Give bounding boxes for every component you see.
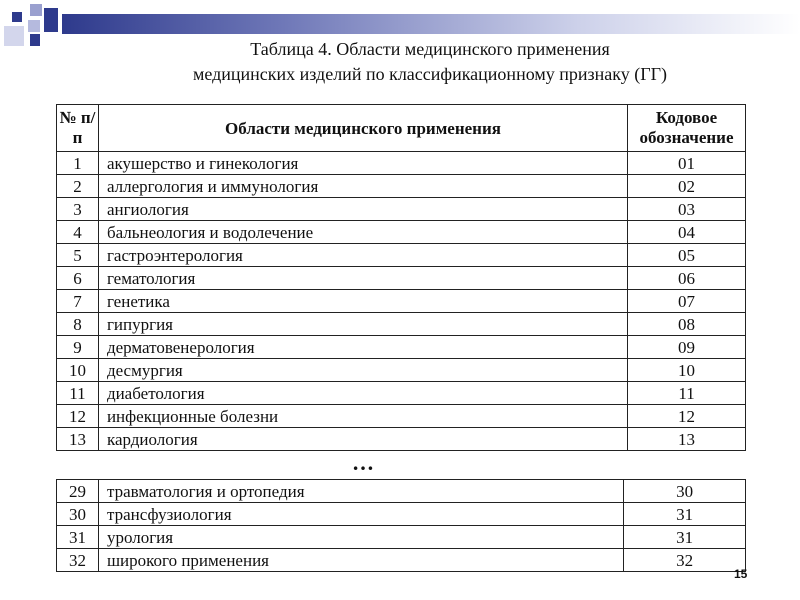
row-num: 2 <box>57 175 99 198</box>
table-row <box>57 526 746 549</box>
row-area: кардиология <box>98 428 627 451</box>
row-code: 10 <box>628 359 746 382</box>
row-area: акушерство и гинекология <box>98 152 627 175</box>
table-row <box>57 405 746 428</box>
row-num: 1 <box>57 152 99 175</box>
row-num: 11 <box>57 382 99 405</box>
row-area: травматология и ортопедия <box>98 480 623 503</box>
row-num: 8 <box>57 313 99 336</box>
row-code: 32 <box>624 549 746 572</box>
table-row <box>57 175 746 198</box>
table-row <box>57 313 746 336</box>
table-row <box>57 267 746 290</box>
row-code: 13 <box>628 428 746 451</box>
row-code: 03 <box>628 198 746 221</box>
table-row <box>57 503 746 526</box>
ellipsis: … <box>352 450 376 475</box>
row-area: гипургия <box>98 313 627 336</box>
classification-table-part1 <box>56 104 746 451</box>
table-row <box>57 244 746 267</box>
table-row <box>57 359 746 382</box>
title-line-1: Таблица 4. Области медицинского применения <box>250 39 610 59</box>
row-area: дерматовенерология <box>98 336 627 359</box>
row-num: 5 <box>57 244 99 267</box>
row-code: 04 <box>628 221 746 244</box>
header-num: № п/п <box>57 105 99 152</box>
table-row <box>57 549 746 572</box>
row-num: 29 <box>57 480 99 503</box>
row-num: 31 <box>57 526 99 549</box>
table-row <box>57 198 746 221</box>
row-area: бальнеология и водолечение <box>98 221 627 244</box>
table-header-row <box>57 105 746 152</box>
row-code: 31 <box>624 526 746 549</box>
row-code: 30 <box>624 480 746 503</box>
corner-square-4 <box>4 26 24 46</box>
row-code: 07 <box>628 290 746 313</box>
corner-square-5 <box>28 20 40 32</box>
table-row <box>57 382 746 405</box>
table-row <box>57 480 746 503</box>
corner-square-6 <box>30 34 40 46</box>
row-code: 06 <box>628 267 746 290</box>
table-row <box>57 290 746 313</box>
row-num: 10 <box>57 359 99 382</box>
row-area: инфекционные болезни <box>98 405 627 428</box>
row-code: 08 <box>628 313 746 336</box>
title-line-2: медицинских изделий по классификационному признаку (ГГ) <box>192 64 668 84</box>
row-num: 4 <box>57 221 99 244</box>
row-area: десмургия <box>98 359 627 382</box>
row-code: 12 <box>628 405 746 428</box>
row-area: аллергология и иммунология <box>98 175 627 198</box>
row-area: гематология <box>98 267 627 290</box>
row-num: 9 <box>57 336 99 359</box>
row-code: 05 <box>628 244 746 267</box>
corner-square-3 <box>44 8 58 32</box>
table-row <box>57 336 746 359</box>
row-area: широкого применения <box>98 549 623 572</box>
header-area: Области медицинского применения <box>98 105 627 152</box>
corner-square-1 <box>12 12 22 22</box>
row-num: 13 <box>57 428 99 451</box>
row-code: 01 <box>628 152 746 175</box>
row-area: генетика <box>98 290 627 313</box>
page-number: 15 <box>734 567 748 581</box>
row-area: урология <box>98 526 623 549</box>
row-area: ангиология <box>98 198 627 221</box>
row-num: 32 <box>57 549 99 572</box>
row-num: 7 <box>57 290 99 313</box>
row-area: гастроэнтерология <box>98 244 627 267</box>
header-code: Кодовое обозначение <box>628 105 746 152</box>
table-row <box>57 221 746 244</box>
row-area: диабетология <box>98 382 627 405</box>
row-code: 09 <box>628 336 746 359</box>
corner-square-2 <box>30 4 42 16</box>
row-num: 30 <box>57 503 99 526</box>
row-code: 02 <box>628 175 746 198</box>
table-row <box>57 152 746 175</box>
header-gradient-bar <box>62 14 800 34</box>
table-row <box>57 428 746 451</box>
row-code: 31 <box>624 503 746 526</box>
row-area: трансфузиология <box>98 503 623 526</box>
classification-table-part2 <box>56 479 746 572</box>
row-num: 6 <box>57 267 99 290</box>
row-num: 3 <box>57 198 99 221</box>
row-num: 12 <box>57 405 99 428</box>
row-code: 11 <box>628 382 746 405</box>
